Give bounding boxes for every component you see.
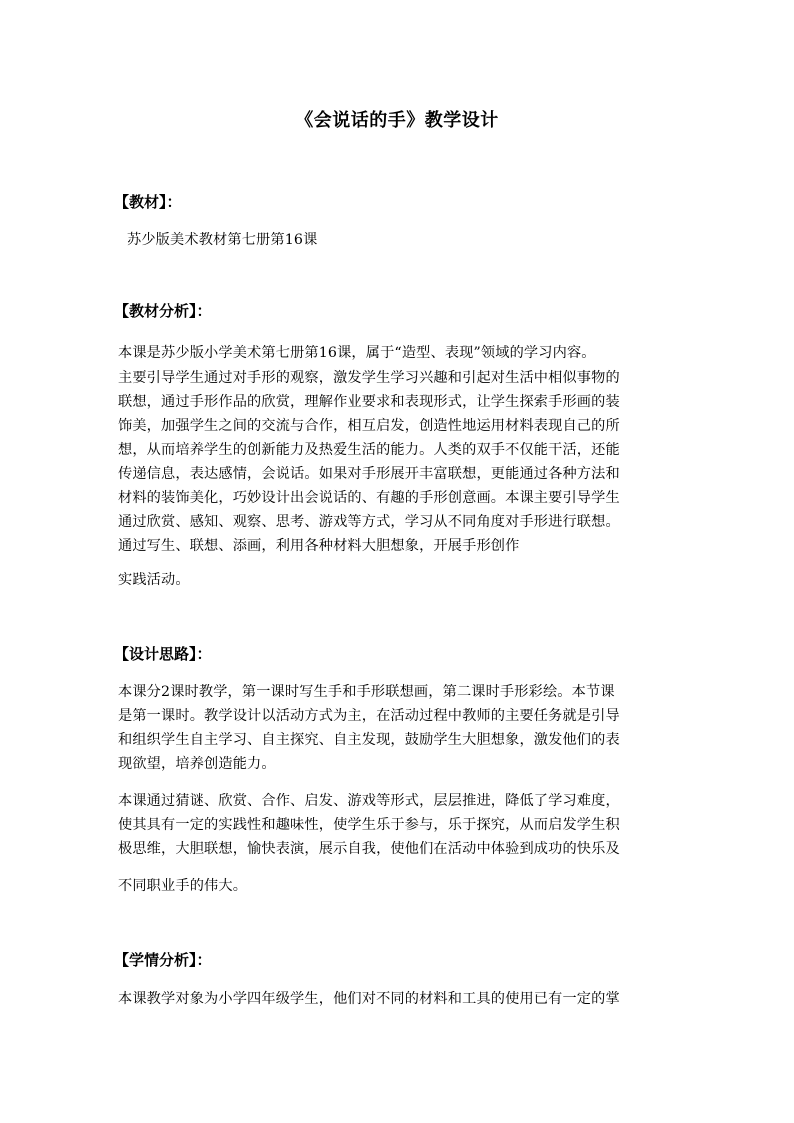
design-line: 不同职业手的伟大。 [118,878,248,894]
design-line: 是第一课时。教学设计以活动方式为主，在活动过程中教师的主要任务就是引导 [118,708,620,724]
analysis-line: 通过写生、联想、添画，利用各种材料大胆想象，开展手形创作 [118,538,520,554]
learners-line: 本课教学对象为小学四年级学生，他们对不同的材料和工具的使用已有一定的掌 [118,991,620,1007]
analysis-line: 联想，通过手形作品的欣赏，理解作业要求和表现形式，让学生探索手形画的装 [118,394,620,410]
analysis-line: 通过欣赏、感知、观察、思考、游戏等方式，学习从不同角度对手形进行联想。 [118,514,620,530]
design-line: 本课分2课时教学，第一课时写生手和手形联想画，第二课时手形彩绘。本节课 [118,684,615,700]
document-title: 《会说话的手》教学设计 [295,110,499,131]
section-heading-textbook: 【教材】： [114,193,182,211]
analysis-line: 材料的装饰美化，巧妙设计出会说话的、有趣的手形创意画。本课主要引导学生 [118,490,620,506]
analysis-line: 想，从而培养学生的创新能力及热爱生活的能力。人类的双手不仅能干活，还能 [118,442,620,458]
design-line: 极思维，大胆联想，愉快表演，展示自我，使他们在活动中体验到成功的快乐及 [118,841,620,857]
design-line: 和组织学生自主学习、自主探究、自主发现，鼓励学生大胆想象，激发他们的表 [118,732,620,748]
analysis-line: 主要引导学生通过对手形的观察，激发学生学习兴趣和引起对生活中相似事物的 [118,370,620,386]
textbook-line: 苏少版美术教材第七册第16课 [127,232,318,248]
analysis-line: 饰美，加强学生之间的交流与合作，相互启发，创造性地运用材料表现自己的所 [118,418,620,434]
section-heading-analysis: 【教材分析】： [114,302,212,320]
analysis-line: 传递信息，表达感情，会说话。如果对手形展开丰富联想，更能通过各种方法和 [118,466,620,482]
design-line: 现欲望，培养创造能力。 [118,756,276,772]
analysis-line: 实践活动。 [118,572,190,588]
design-line: 使其具有一定的实践性和趣味性，使学生乐于参与，乐于探究，从而启发学生积 [118,817,620,833]
section-heading-learners: 【学情分析】： [114,951,212,969]
design-line: 本课通过猜谜、欣赏、合作、启发、游戏等形式，层层推进，降低了学习难度， [118,793,620,809]
analysis-line: 本课是苏少版小学美术第七册第16课，属于“造型、表现”领域的学习内容。 [118,345,596,361]
section-heading-design: 【设计思路】： [114,645,212,663]
